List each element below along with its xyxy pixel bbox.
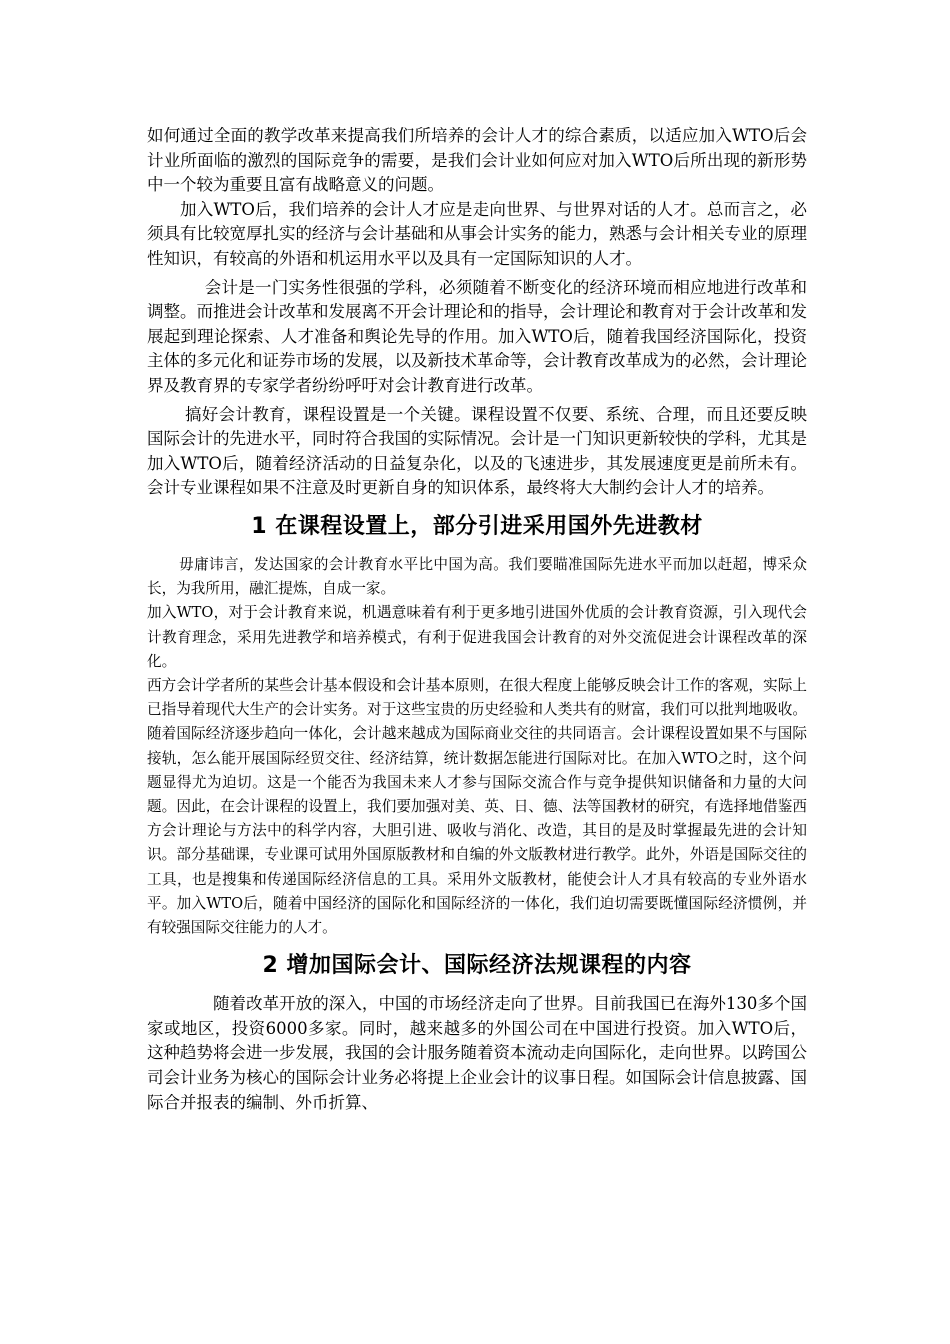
intro-paragraph-2: 加入WTO后，我们培养的会计人才应是走向世界、与世界对话的人才。总而言之，必须具有比较宽厚扎实的经济与会计基础和从事会计实务的能力，熟悉与会计相关专业的原理性知识，有较高的外语和机运用水平以及具有一定国际知识的人才。 — [147, 199, 807, 268]
document-page — [147, 124, 807, 1115]
intro-paragraph-3: 会计是一门实务性很强的学科，必须随着不断变化的经济环境而相应地进行改革和调整。而推进会计改革和发展离不开会计理论和的指导，会计理论和教育对于会计改革和发展起到理论探索、人才准备和舆论先导的作用。加入WTO后，随着我国经济国际化，投资主体的多元化和证券市场的发展，以及新技术革命等，会计教育改革成为的必然，会计理论界及教育界的专家学者纷纷呼吁对会计教育进行改革。 — [147, 277, 807, 395]
section-1-paragraph-3: 西方会计学者所的某些会计基本假设和会计基本原则，在很大程度上能够反映会计工作的客观，实际上已指导着现代大生产的会计实务。对于这些宝贵的历史经验和人类共有的财富，我们可以批判地吸收。随着国际经济逐步趋向一体化，会计越来越成为国际商业交往的共同语言。会计课程设置如果不与国际接轨，怎么能开展国际经贸交往、经济结算，统计数据怎能进行国际对比。在加入WTO之时，这个问题显得尤为迫切。这是一个能否为我国未来人才参与国际交流合作与竞争提供知识储备和力量的大问题。因此，在会计课程的设置上，我们要加强对美、英、日、德、法等国教材的研究，有选择地借鉴西方会计理论与方法中的科学内容，大胆引进、吸收与消化、改造，其目的是及时掌握最先进的会计知识。部分基础课，专业课可试用外国原版教材和自编的外文版教材进行教学。此外，外语是国际交往的工具，也是搜集和传递国际经济信息的工具。采用外文版教材，能使会计人才具有较高的专业外语水平。加入WTO后，随着中国经济的国际化和国际经济的一体化，我们迫切需要既懂国际经济惯例，并有较强国际交往能力的人才。 — [147, 676, 807, 936]
section-2-paragraph-1: 随着改革开放的深入，中国的市场经济走向了世界。目前我国已在海外130多个国家或地区，投资6000多家。同时，越来越多的外国公司在中国进行投资。加入WTO后，这种趋势将会进一步发展，我国的会计服务随着资本流动走向国际化，走向世界。以跨国公司会计业务为核心的国际会计业务必将提上企业会计的议事日程。如国际会计信息披露、国际合并报表的编制、外币折算、 — [147, 994, 807, 1112]
section-2-heading: 2 增加国际会计、国际经济法规课程的内容 — [262, 953, 692, 979]
intro-paragraph-1: 如何通过全面的教学改革来提高我们所培养的会计人才的综合素质，以适应加入WTO后会计业所面临的激烈的国际竞争的需要，是我们会计业如何应对加入WTO后所出现的新形势中一个较为重要且富有战略意义的问题。 — [147, 126, 807, 195]
section-1-heading: 1 在课程设置上，部分引进采用国外先进教材 — [251, 513, 703, 539]
section-1-paragraph-1: 毋庸讳言，发达国家的会计教育水平比中国为高。我们要瞄准国际先进水平而加以赶超，博采众长，为我所用，融汇提炼，自成一家。 — [147, 555, 807, 598]
intro-paragraph-4: 搞好会计教育，课程设置是一个关键。课程设置不仅要、系统、合理，而且还要反映国际会计的先进水平，同时符合我国的实际情况。会计是一门知识更新较快的学科，尤其是加入WTO后，随着经济活动的日益复杂化，以及的飞速进步，其发展速度更是前所未有。会计专业课程如果不注意及时更新自身的知识体系，最终将大大制约会计人才的培养。 — [147, 404, 807, 498]
section-1-paragraph-2: 加入WTO，对于会计教育来说，机遇意味着有利于更多地引进国外优质的会计教育资源，引入现代会计教育理念，采用先进教学和培养模式，有利于促进我国会计教育的对外交流促进会计课程改革的深化。 — [147, 604, 807, 670]
